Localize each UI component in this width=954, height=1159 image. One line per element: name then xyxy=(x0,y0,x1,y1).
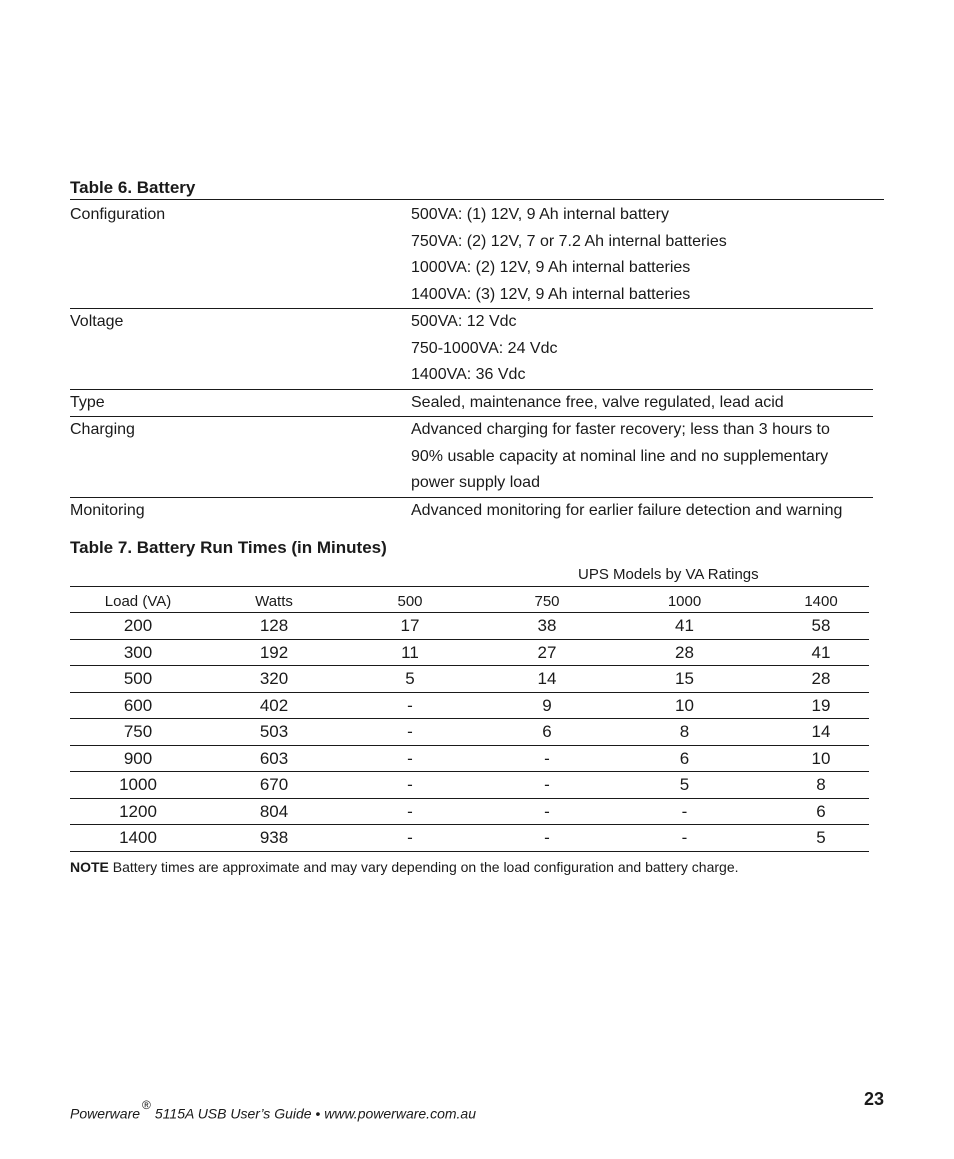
cell-load: 1200 xyxy=(119,801,157,821)
cell-750va: 9 xyxy=(542,695,552,715)
cell-load: 1400 xyxy=(119,828,157,847)
cell-1000va: 28 xyxy=(675,642,694,662)
cell-500va: - xyxy=(407,775,413,794)
cell-1400va: 19 xyxy=(811,695,831,715)
table6-value-line: Advanced charging for faster recovery; less than 3 hours to xyxy=(411,421,830,438)
cell-load: 200 xyxy=(123,616,153,635)
cell-750va: 27 xyxy=(537,642,557,662)
cell-500va: - xyxy=(407,722,413,741)
cell-1000va: - xyxy=(681,828,688,847)
table6-row-label: Configuration xyxy=(70,206,166,223)
table-row xyxy=(70,799,869,826)
table6-battery xyxy=(70,202,873,524)
cell-500va: - xyxy=(407,828,413,847)
table6-row-charging xyxy=(70,417,873,498)
table6-value-line: 90% usable capacity at nominal line and no supplementary xyxy=(411,447,829,465)
cell-load: 1000 xyxy=(119,775,157,794)
cell-1000va: 10 xyxy=(675,695,694,715)
table7-run-times xyxy=(70,588,869,852)
table6-value-line: Sealed, maintenance free, valve regulated, lead acid xyxy=(411,393,784,411)
table7-group-rule xyxy=(70,586,869,587)
cell-1000va: 8 xyxy=(679,722,690,741)
cell-1400va: 5 xyxy=(816,828,826,847)
cell-500va: 17 xyxy=(400,616,420,635)
table6-row-type xyxy=(70,390,873,418)
table6-value-line: 500VA: (1) 12V, 9 Ah internal battery xyxy=(411,206,669,223)
cell-watts: 192 xyxy=(259,642,289,662)
cell-1400va: 10 xyxy=(811,748,831,768)
cell-load: 900 xyxy=(123,748,153,768)
table7-group-header: UPS Models by VA Ratings xyxy=(578,566,759,583)
table6-title: Table 6. Battery xyxy=(70,178,196,197)
table6-value-line: 1400VA: 36 Vdc xyxy=(411,366,526,383)
cell-500va: - xyxy=(407,695,413,715)
column-header-1400: 1400 xyxy=(804,593,838,610)
cell-watts: 938 xyxy=(259,828,289,847)
table6-value-line: 1400VA: (3) 12V, 9 Ah internal batteries xyxy=(411,285,691,303)
table6-value-line: 750VA: (2) 12V, 7 or 7.2 Ah internal batteries xyxy=(411,232,727,250)
table6-value-line: 500VA: 12 Vdc xyxy=(411,313,517,330)
cell-1400va: 6 xyxy=(816,801,826,821)
table-row xyxy=(70,772,869,799)
table6-row-values xyxy=(411,390,873,417)
table6-value-line: power supply load xyxy=(411,474,540,491)
cell-500va: 5 xyxy=(405,669,415,688)
note-label: NOTE xyxy=(70,859,109,875)
table6-row-label: Voltage xyxy=(70,313,124,330)
column-header-watts: Watts xyxy=(255,593,293,610)
cell-load: 750 xyxy=(123,722,153,741)
table6-row-voltage xyxy=(70,309,873,390)
cell-watts: 402 xyxy=(259,695,289,715)
table6-row-values xyxy=(411,498,873,525)
table6-row-values xyxy=(411,309,873,389)
table6-top-rule xyxy=(70,199,884,200)
cell-1000va: 5 xyxy=(679,775,690,794)
footer-guide-title: 5115A USB User’s Guide xyxy=(154,1105,312,1122)
table-row xyxy=(70,719,869,746)
cell-750va: 38 xyxy=(537,616,557,635)
cell-1000va: 6 xyxy=(679,748,690,768)
cell-1400va: 28 xyxy=(811,669,831,688)
cell-1000va: - xyxy=(681,801,688,821)
footer-separator: • xyxy=(315,1105,321,1122)
table-row xyxy=(70,746,869,773)
column-header-750: 750 xyxy=(534,593,560,610)
cell-750va: - xyxy=(544,775,550,794)
cell-750va: - xyxy=(544,828,550,847)
cell-500va: 11 xyxy=(401,642,419,662)
footer-website: www.powerware.com.au xyxy=(324,1105,476,1122)
table-row xyxy=(70,640,869,667)
table6-row-values xyxy=(411,417,873,497)
cell-watts: 503 xyxy=(259,722,289,741)
cell-750va: - xyxy=(544,748,550,768)
note-text: Battery times are approximate and may vary depending on the load configuration and battery charge. xyxy=(112,859,739,875)
table6-row-label: Charging xyxy=(70,421,135,438)
table-row xyxy=(70,825,869,852)
cell-500va: - xyxy=(407,801,413,821)
cell-1400va: 14 xyxy=(811,722,831,741)
cell-watts: 670 xyxy=(259,775,289,794)
table-row xyxy=(70,693,869,720)
page-number: 23 xyxy=(863,1089,884,1109)
cell-watts: 603 xyxy=(259,748,289,768)
cell-1000va: 15 xyxy=(675,669,694,688)
cell-load: 500 xyxy=(123,669,153,688)
table7-title: Table 7. Battery Run Times (in Minutes) xyxy=(70,538,387,557)
registered-mark: ® xyxy=(142,1098,151,1112)
cell-750va: - xyxy=(544,801,550,821)
table6-value-line: Advanced monitoring for earlier failure detection and warning xyxy=(411,501,843,519)
cell-1000va: 41 xyxy=(675,616,694,635)
cell-watts: 128 xyxy=(259,616,289,635)
table6-value-line: 1000VA: (2) 12V, 9 Ah internal batteries xyxy=(411,259,691,276)
cell-load: 600 xyxy=(123,695,153,715)
table-row xyxy=(70,613,869,640)
table6-row-label: Type xyxy=(70,393,105,411)
cell-1400va: 58 xyxy=(811,616,831,635)
table7-header-row xyxy=(70,588,869,613)
column-header-500: 500 xyxy=(397,593,423,610)
cell-1400va: 8 xyxy=(816,775,826,794)
page-footer xyxy=(70,1099,476,1124)
table7-body xyxy=(70,613,869,852)
table-row xyxy=(70,666,869,693)
cell-500va: - xyxy=(407,748,413,768)
cell-1400va: 41 xyxy=(811,642,831,662)
table7-note xyxy=(70,858,739,876)
column-header-1000: 1000 xyxy=(667,593,702,610)
column-header-load: Load (VA) xyxy=(104,593,172,610)
footer-brand: Powerware xyxy=(70,1105,141,1122)
table6-row-configuration xyxy=(70,202,873,309)
cell-watts: 320 xyxy=(259,669,289,688)
table6-value-line: 750-1000VA: 24 Vdc xyxy=(411,339,558,357)
cell-750va: 14 xyxy=(537,669,557,688)
table6-row-monitoring xyxy=(70,498,873,525)
table6-row-label: Monitoring xyxy=(70,501,145,519)
table6-row-values xyxy=(411,202,873,308)
cell-watts: 804 xyxy=(259,801,289,821)
cell-load: 300 xyxy=(123,642,153,662)
cell-750va: 6 xyxy=(542,722,552,741)
